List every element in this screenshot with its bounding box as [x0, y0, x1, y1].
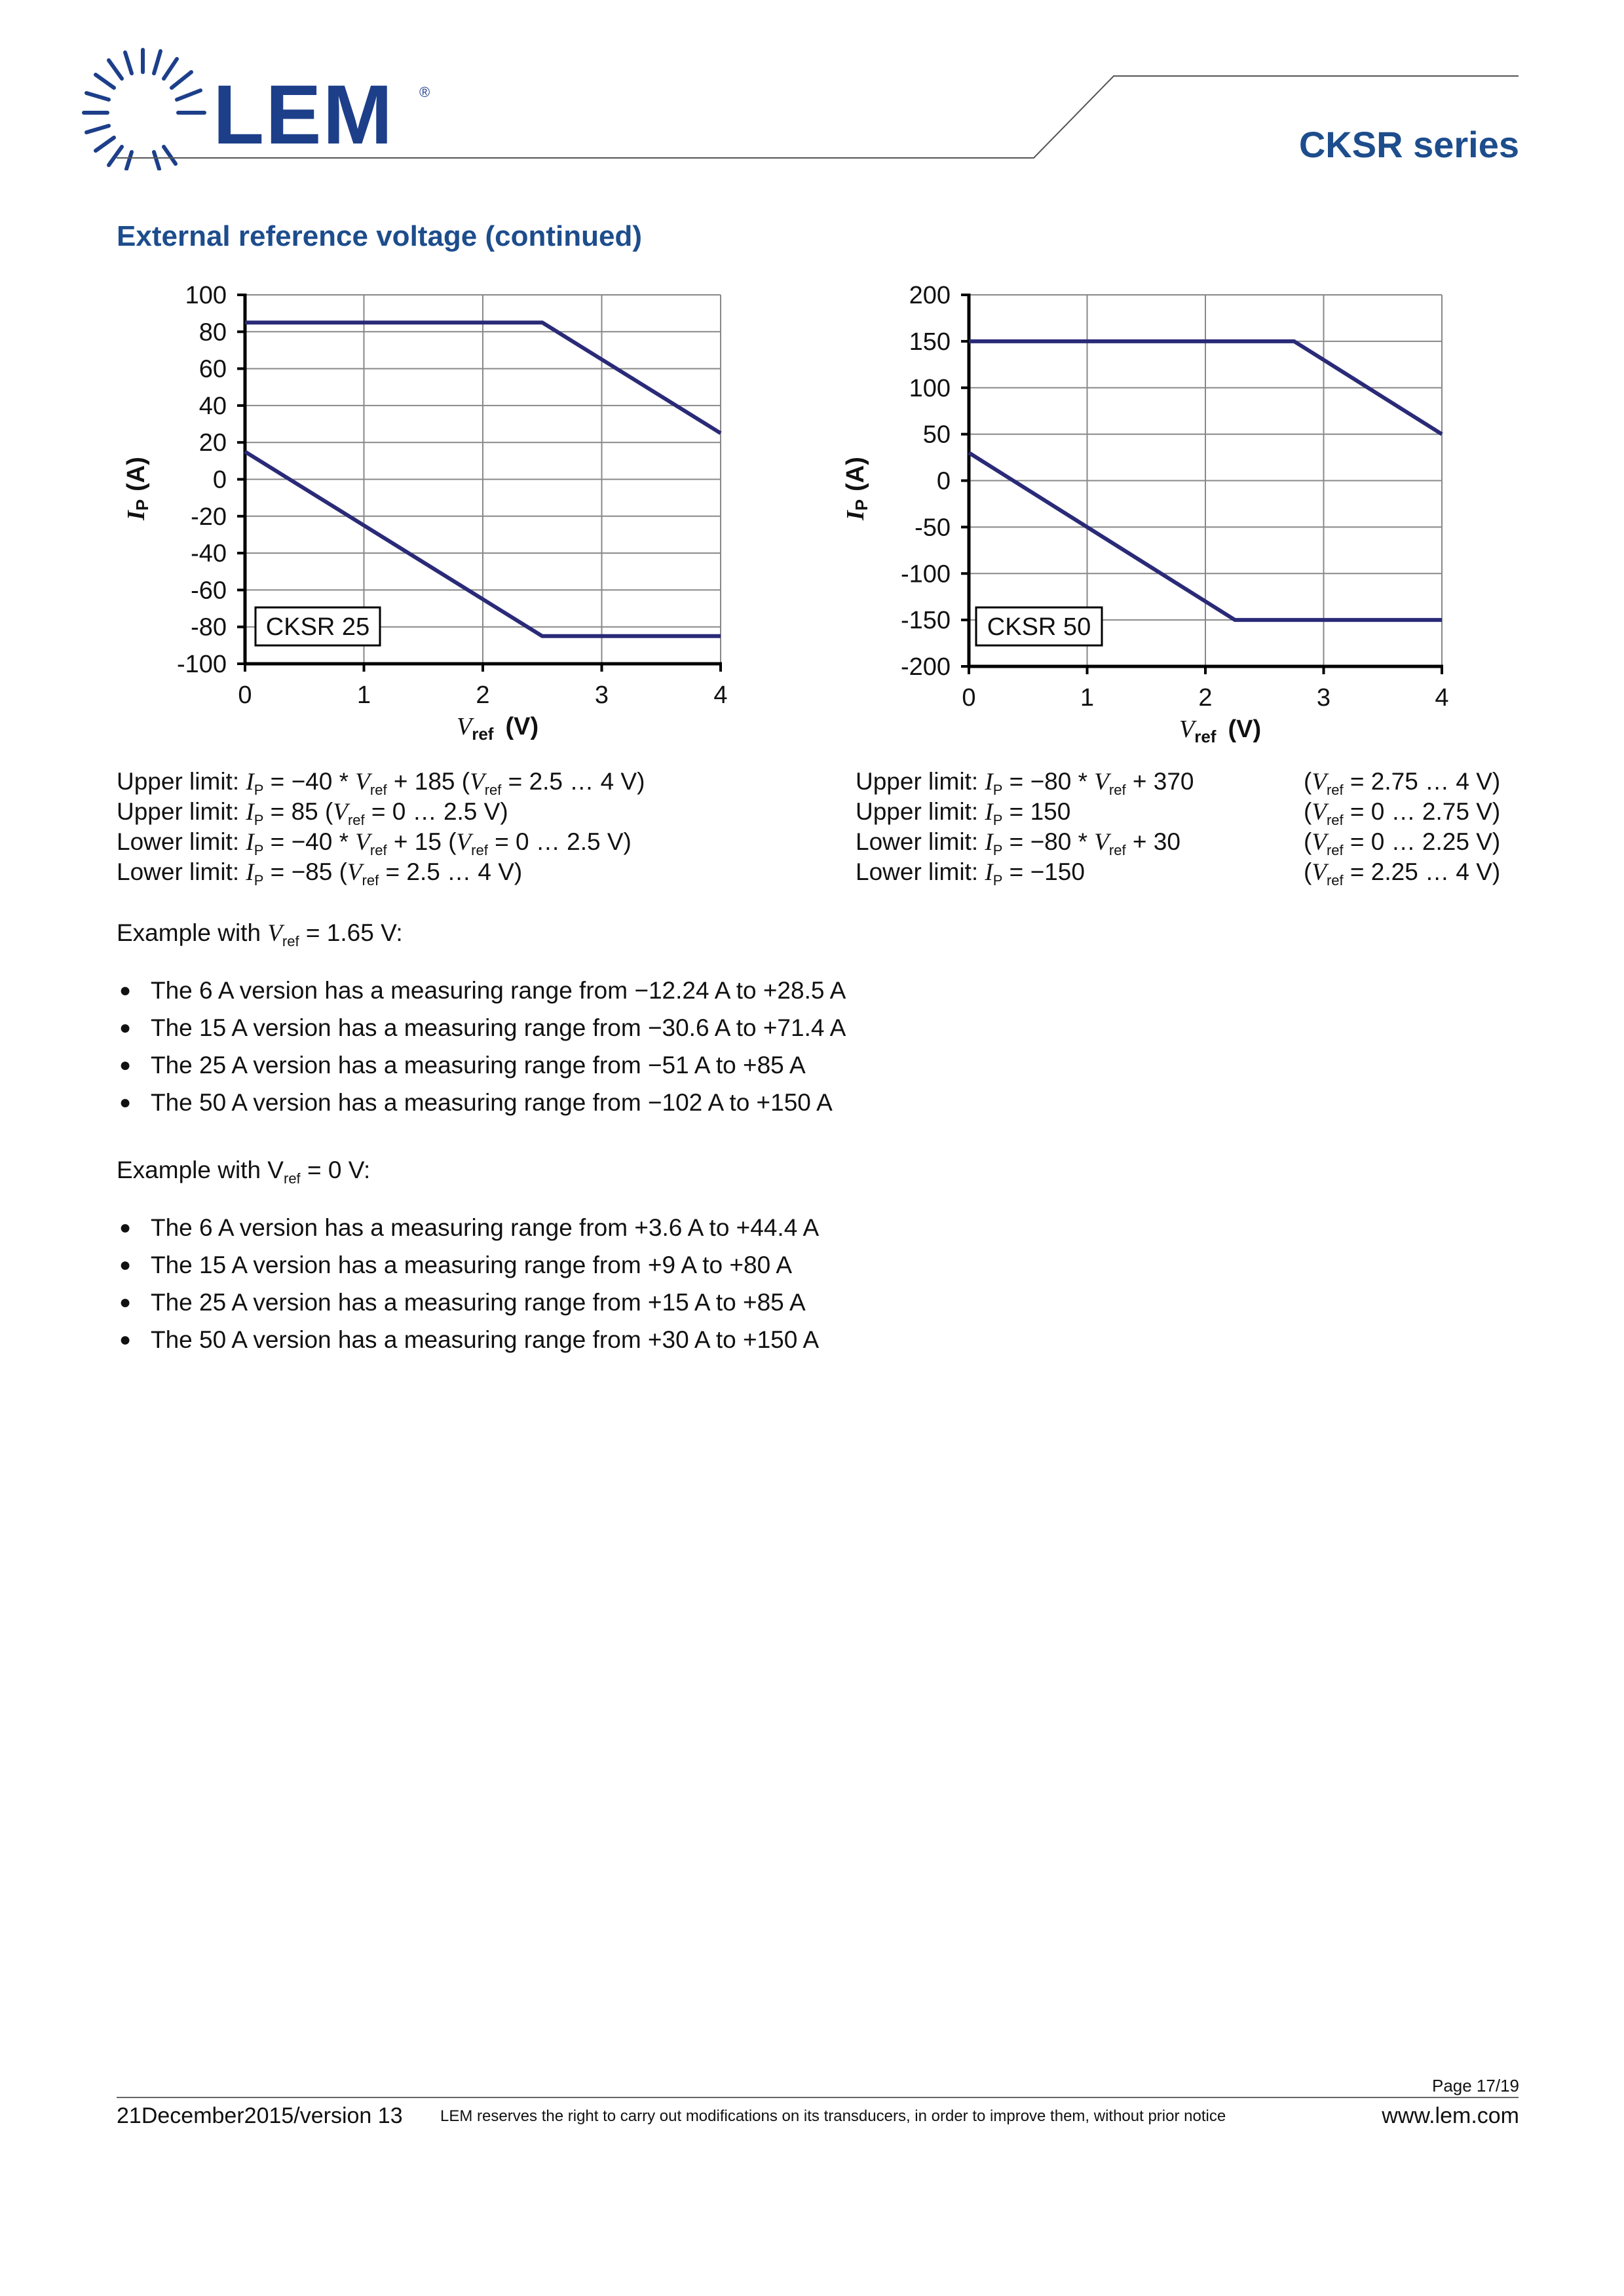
y-tick-label: -60 — [191, 577, 227, 605]
chart-2 — [842, 282, 1449, 746]
example2-intro: Example with $V_{ref} = 0$ V: — [117, 1157, 371, 1187]
list-item: ● The 15 A version has a measuring range from −30.6 A to +71.4 A — [119, 1014, 846, 1052]
charts-area — [0, 0, 1624, 786]
formula-row: Upper limit: $I_P = 150$ — [856, 798, 1071, 828]
y-tick-label: 100 — [185, 282, 227, 309]
x-tick-label: 1 — [356, 681, 371, 709]
y-tick-label: -100 — [900, 560, 951, 588]
formula-range: ($V_{ref} = 0$ … 2.25 V) — [1304, 828, 1501, 858]
formula-row: Lower limit: $I_P = -85$ ($V_{ref} = 2.5$ … 4 V) — [117, 858, 523, 889]
y-tick-label: -50 — [915, 514, 951, 542]
footer-date: 21December2015/version 13 — [117, 2103, 403, 2128]
x-tick-label: 2 — [476, 681, 490, 709]
example1-intro: Example with $V_{ref} = 1.65$ V: — [117, 919, 403, 949]
y-tick-label: 60 — [198, 355, 227, 383]
formula-range: ($V_{ref} = 2.25$ … 4 V) — [1304, 858, 1501, 889]
x-axis-label: $V_{ref}$ (V) — [457, 713, 539, 744]
list-item: ● The 6 A version has a measuring range from +3.6 A to +44.4 A — [119, 1214, 819, 1252]
formula-row: Upper limit: $I_P = 85$ ($V_{ref} = 0$ … 2.5 V) — [117, 798, 508, 828]
y-tick-label: -80 — [191, 613, 227, 641]
model-label: CKSR 25 — [265, 613, 370, 641]
list-item: ● The 50 A version has a measuring range from +30 A to +150 A — [119, 1326, 819, 1364]
y-tick-label: 50 — [922, 421, 951, 449]
y-tick-label: 40 — [198, 392, 227, 420]
list-item: ● The 50 A version has a measuring range from −102 A to +150 A — [119, 1089, 846, 1126]
page-number: Page 17/19 — [1431, 2076, 1519, 2095]
y-tick-label: -150 — [900, 607, 951, 635]
y-tick-label: -100 — [176, 651, 227, 678]
y-tick-label: 20 — [198, 429, 227, 457]
model-label: CKSR 50 — [987, 613, 1091, 641]
formula-row: Lower limit: $I_P = -150$ — [856, 858, 1085, 889]
list-item: ● The 25 A version has a measuring range from −51 A to +85 A — [119, 1052, 846, 1089]
x-tick-label: 0 — [238, 681, 252, 709]
footer-notice: LEM reserves the right to carry out modifications on its transducers, in order to improve them, without prior notice — [440, 2107, 1226, 2125]
y-axis-label: IP(A) — [123, 457, 152, 520]
x-axis-label: $V_{ref}$ (V) — [1179, 716, 1262, 746]
list-item: ● The 15 A version has a measuring range from +9 A to +80 A — [119, 1252, 819, 1289]
footer-rule — [117, 2097, 1519, 2098]
list-item: ● The 6 A version has a measuring range from −12.24 A to +28.5 A — [119, 977, 846, 1014]
y-tick-label: -20 — [191, 503, 227, 531]
y-tick-label: 200 — [909, 282, 951, 309]
x-tick-label: 4 — [713, 681, 728, 709]
y-tick-label: 80 — [198, 318, 227, 347]
section-title: External reference voltage (continued) — [117, 220, 642, 252]
formula-row: Upper limit: $I_P = -80 * V_{ref} + 370$ — [856, 768, 1194, 798]
x-tick-label: 4 — [1435, 684, 1449, 712]
footer-website[interactable]: www.lem.com — [1382, 2103, 1519, 2128]
y-tick-label: -40 — [191, 540, 227, 568]
chart-1 — [123, 282, 728, 744]
x-tick-label: 3 — [594, 681, 609, 709]
logo-registered-mark: ® — [419, 84, 430, 100]
formula-row: Upper limit: $I_P = -40 * V_{ref} + 185$ ($V_{ref} = 2.5$ … 4 V) — [117, 768, 645, 798]
y-tick-label: 150 — [909, 328, 951, 356]
formula-range: ($V_{ref} = 2.75$ … 4 V) — [1304, 768, 1501, 798]
example1-list — [119, 977, 846, 1126]
x-tick-label: 2 — [1198, 684, 1213, 712]
formulas-cksr50 — [856, 767, 1194, 887]
formula-range: ($V_{ref} = 0$ … 2.75 V) — [1304, 798, 1501, 828]
example2-list — [119, 1214, 819, 1364]
logo-wordmark: LEM — [213, 68, 394, 162]
x-tick-label: 3 — [1316, 684, 1331, 712]
formulas-cksr25 — [117, 767, 645, 887]
formulas-cksr50-ranges — [1304, 767, 1500, 887]
y-tick-label: -200 — [900, 653, 951, 681]
y-tick-label: 0 — [936, 467, 951, 495]
formula-row: Lower limit: $I_P = -40 * V_{ref} + 15$ ($V_{ref} = 0$ … 2.5 V) — [117, 828, 632, 858]
y-axis-label: IP(A) — [842, 457, 871, 520]
x-tick-label: 1 — [1080, 684, 1095, 712]
y-tick-label: 0 — [212, 466, 227, 494]
series-title: CKSR series — [1298, 124, 1519, 165]
formula-row: Lower limit: $I_P = -80 * V_{ref} + 30$ — [856, 828, 1180, 858]
list-item: ● The 25 A version has a measuring range from +15 A to +85 A — [119, 1289, 819, 1326]
x-tick-label: 0 — [962, 684, 976, 712]
y-tick-label: 100 — [909, 374, 951, 402]
